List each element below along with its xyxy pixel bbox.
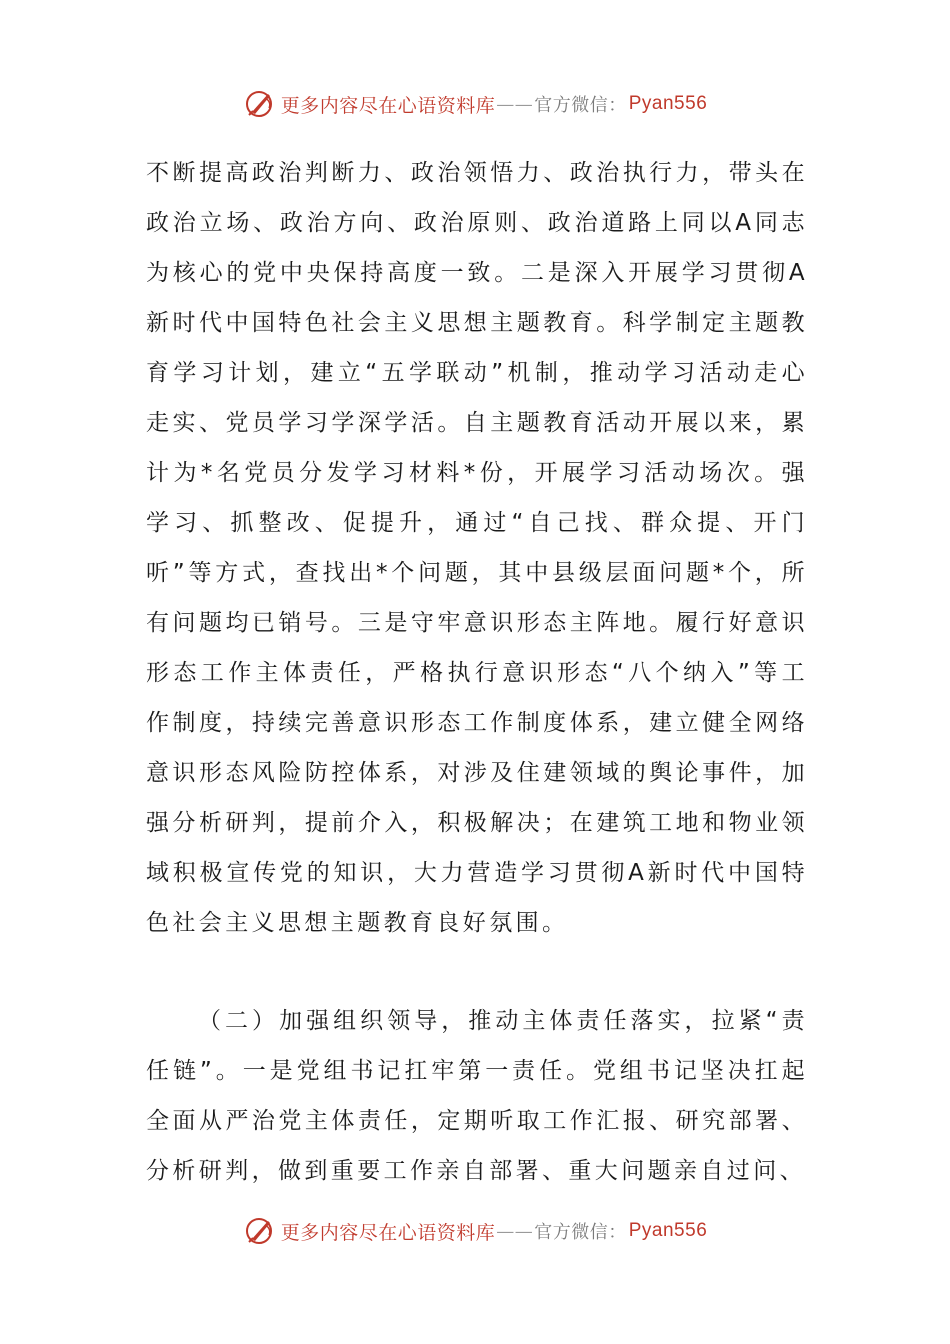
watermark-wechat-id: Pyan556 xyxy=(628,93,708,114)
watermark-wechat-label: 官方微信： xyxy=(534,1222,627,1243)
watermark-dash: —— xyxy=(496,1220,534,1242)
watermark-dash: —— xyxy=(496,93,534,115)
quill-logo-icon xyxy=(243,1215,277,1247)
header-watermark xyxy=(0,84,950,124)
document-body xyxy=(146,148,808,1196)
watermark-main-text: 更多内容尽在心语资料库 xyxy=(280,1221,496,1244)
watermark-wechat-id: Pyan556 xyxy=(628,1220,708,1241)
paragraph-gap xyxy=(146,948,808,996)
watermark-wechat-label: 官方微信： xyxy=(534,95,627,116)
footer-watermark xyxy=(0,1211,950,1251)
quill-logo-icon xyxy=(243,88,277,120)
paragraph-1: 不断提高政治判断力、政治领悟力、政治执行力，带头在政治立场、政治方向、政治原则、政治道路上同以A同志为核心的党中央保持高度一致。二是深入开展学习贯彻A新时代中国特色社会主义思想主题教育。科学制定主题教育学习计划，建立“五学联动”机制，推动学习活动走心走实、党员学习学深学活。自主题教育活动开展以来，累计为*名党员分发学习材料*份，开展学习活动场次。强学习、抓整改、促提升，通过“自己找、群众提、开门听”等方式，查找出*个问题，其中县级层面问题*个，所有问题均已销号。三是守牢意识形态主阵地。履行好意识形态工作主体责任，严格执行意识形态“八个纳入”等工作制度，持续完善意识形态工作制度体系，建立健全网络意识形态风险防控体系，对涉及住建领域的舆论事件，加强分析研判，提前介入，积极解决；在建筑工地和物业领域积极宣传党的知识，大力营造学习贯彻A新时代中国特色社会主义思想主题教育良好氛围。 xyxy=(146,160,808,936)
paragraph-2: （二）加强组织领导，推动主体责任落实，拉紧“责任链”。一是党组书记扛牢第一责任。党组书记坚决扛起全面从严治党主体责任，定期听取工作汇报、研究部署、分析研判，做到重要工作亲自部署、重大问题亲自过问、 xyxy=(146,1008,808,1184)
watermark-main-text: 更多内容尽在心语资料库 xyxy=(280,94,496,117)
